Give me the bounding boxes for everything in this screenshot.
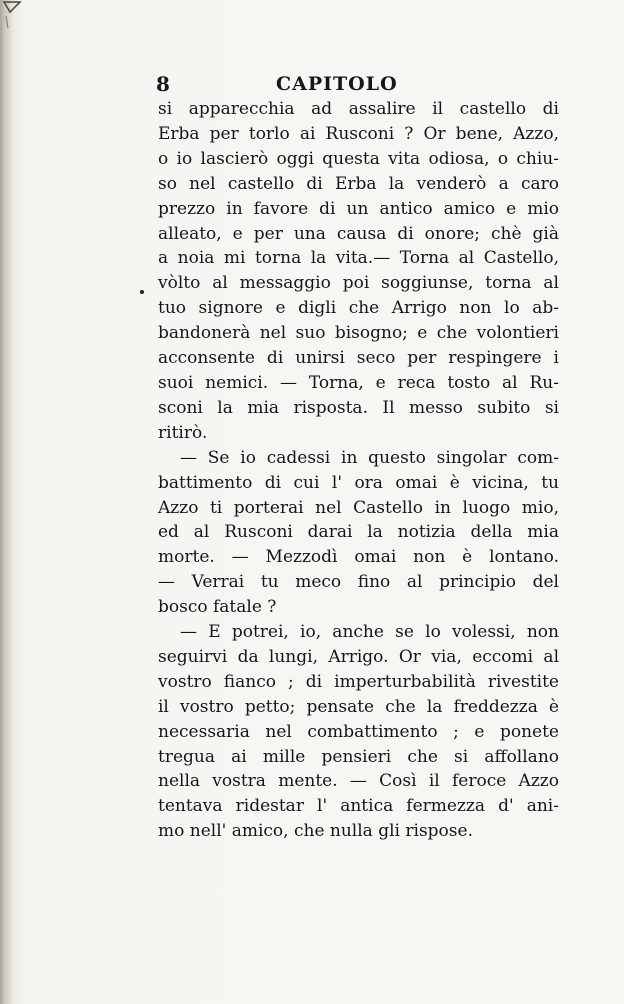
- text-line: alleato, e per una causa di onore; chè già: [158, 223, 559, 244]
- text-line: suoi nemici. — Torna, e reca tosto al Ru-: [158, 372, 559, 393]
- text-line: tuo signore e digli che Arrigo non lo ab-: [158, 298, 559, 319]
- text-line: Erba per torlo ai Rusconi ? Or bene, Azzo,: [158, 123, 559, 144]
- text-line: — Se io cadessi in questo singolar com-: [180, 447, 559, 468]
- text-line: acconsente di unirsi seco per respingere i: [158, 348, 559, 369]
- text-line: battimento di cui l' ora omai è vicina, tu: [158, 472, 559, 493]
- corner-mark-icon: [2, 0, 24, 30]
- text-line: o io lascierò oggi questa vita odiosa, o chiu-: [158, 148, 559, 169]
- text-line: ritirò.: [158, 422, 208, 443]
- text-line: — Verrai tu meco fino al principio del: [158, 572, 559, 593]
- text-line: il vostro petto; pensate che la freddezza è: [158, 696, 559, 717]
- body-text: [158, 97, 559, 844]
- page-edge-shadow: [0, 0, 14, 1004]
- text-line: bosco fatale ?: [158, 597, 277, 618]
- text-line: vòlto al messaggio poi soggiunse, torna al: [158, 273, 559, 294]
- text-line: tentava ridestar l' antica fermezza d' ani-: [158, 796, 559, 817]
- text-line: prezzo in favore di un antico amico e mio: [158, 198, 559, 219]
- page-number: 8: [156, 72, 170, 96]
- text-line: morte. — Mezzodì omai non è lontano.: [158, 547, 559, 568]
- text-line: seguirvi da lungi, Arrigo. Or via, eccomi al: [158, 646, 559, 667]
- text-line: tregua ai mille pensieri che si affollano: [158, 746, 559, 767]
- text-line: mo nell' amico, che nulla gli rispose.: [158, 821, 473, 842]
- running-head: CAPITOLO: [276, 73, 398, 95]
- page-header: [156, 70, 560, 98]
- text-line: vostro fianco ; di imperturbabilità rivestite: [158, 671, 559, 692]
- text-line: sconi la mia risposta. Il messo subito si: [158, 397, 559, 418]
- margin-mark: [140, 290, 144, 294]
- text-line: a noia mi torna la vita.— Torna al Castello,: [158, 248, 559, 269]
- text-line: so nel castello di Erba la venderò a caro: [158, 173, 559, 194]
- text-line: Azzo ti porterai nel Castello in luogo mio,: [158, 497, 559, 518]
- text-line: si apparecchia ad assalire il castello di: [158, 99, 559, 119]
- text-line: nella vostra mente. — Così il feroce Azzo: [158, 771, 559, 792]
- text-line: necessaria nel combattimento ; e ponete: [158, 721, 559, 742]
- text-line: — E potrei, io, anche se lo volessi, non: [180, 622, 559, 643]
- text-line: ed al Rusconi darai la notizia della mia: [158, 522, 559, 543]
- text-line: bandonerà nel suo bisogno; e che volontieri: [158, 323, 559, 344]
